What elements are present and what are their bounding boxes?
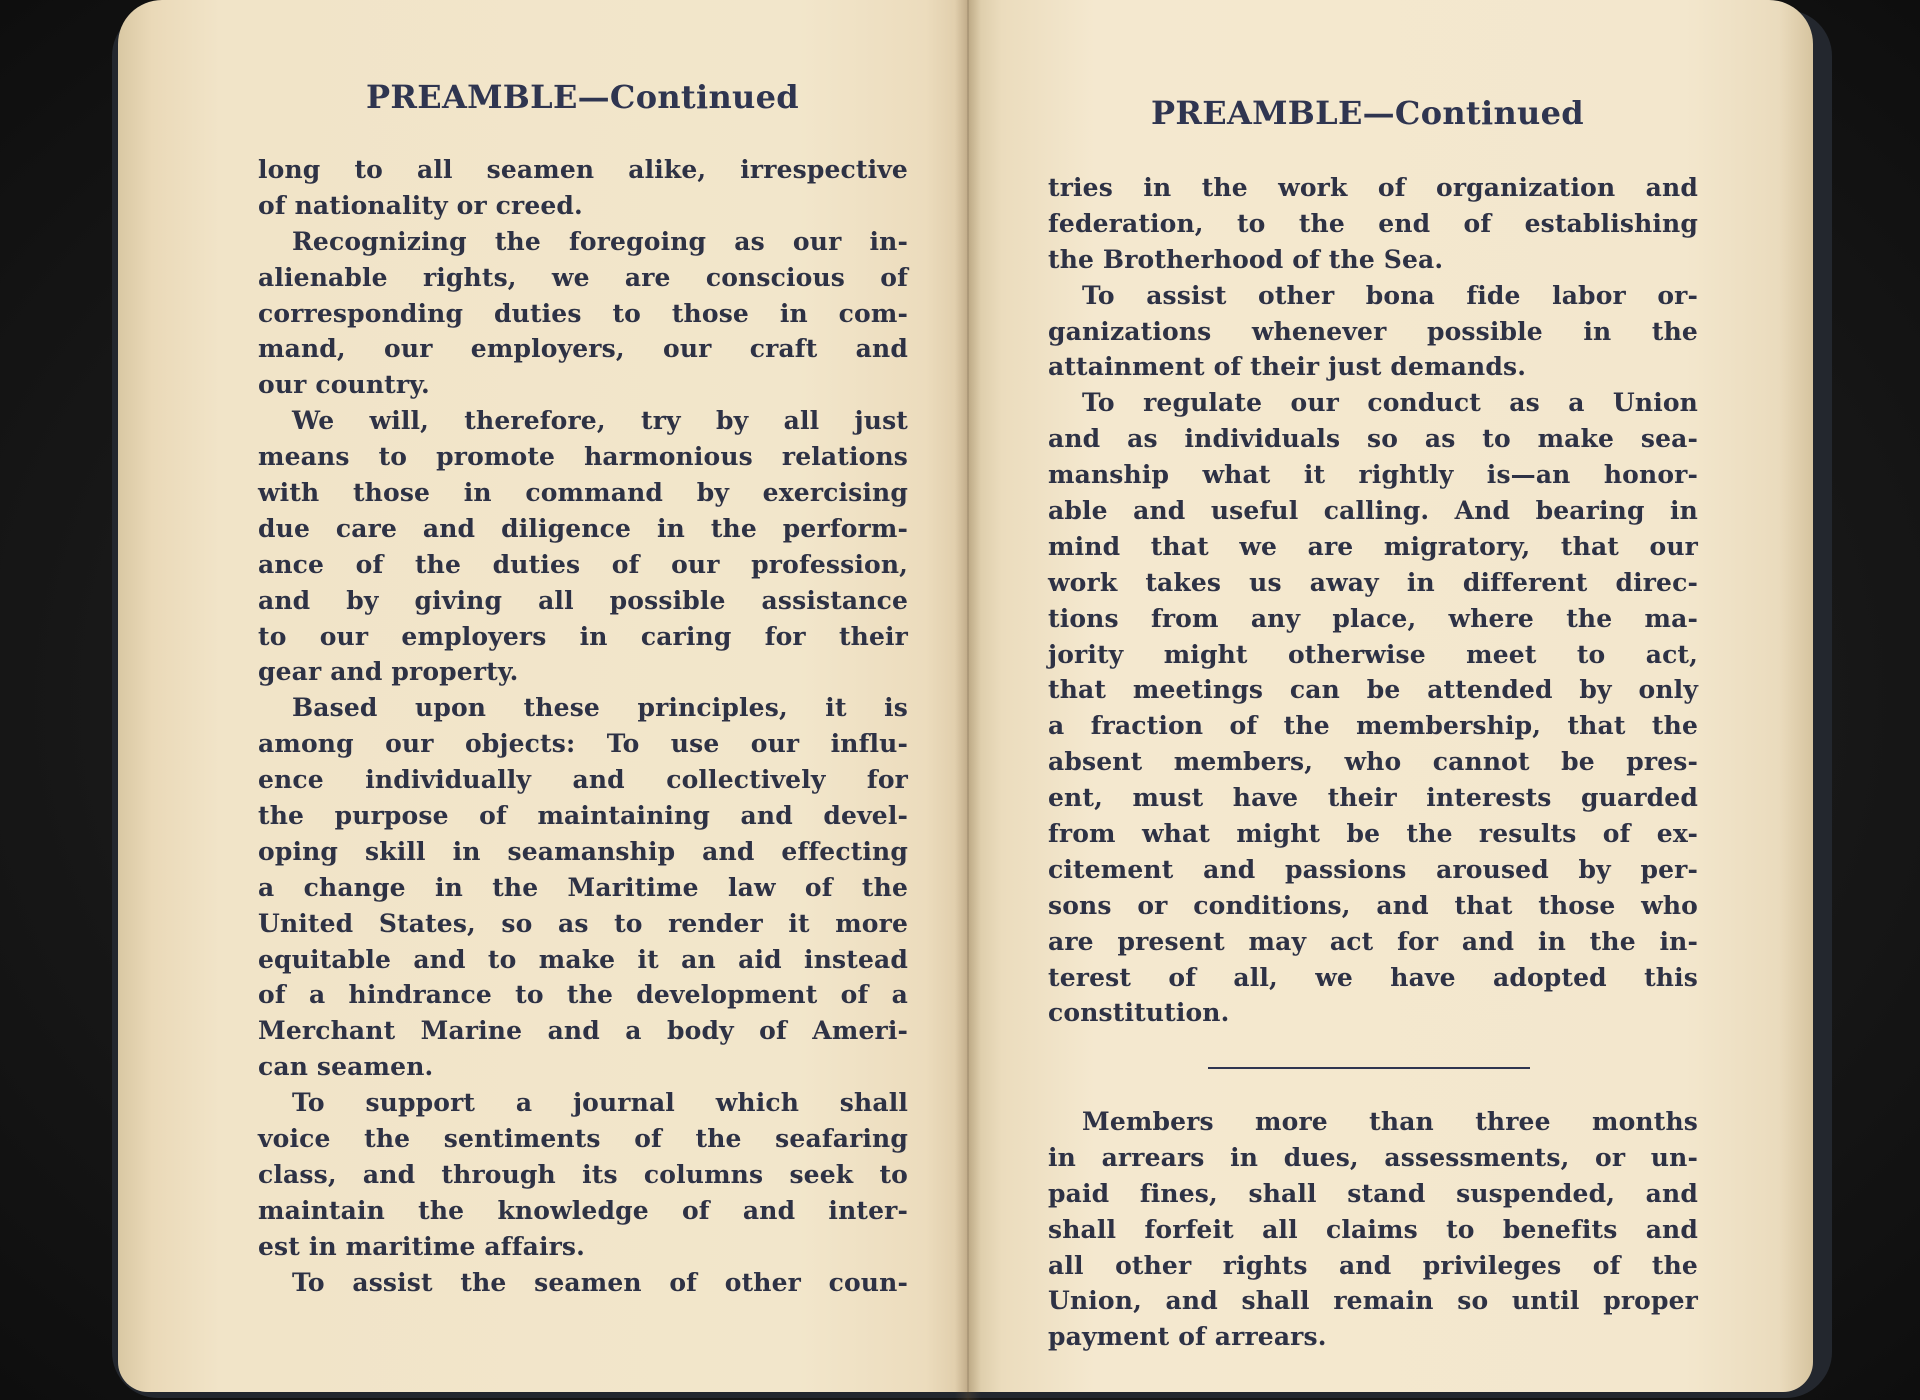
text-line: To assist the seamen of other coun- (292, 1267, 908, 1297)
text-line: among our objects: To use our influ- (258, 729, 908, 759)
text-line: citement and passions aroused by per- (1048, 854, 1698, 884)
text-line: corresponding duties to those in com- (258, 298, 908, 328)
text-line: Based upon these principles, it is (292, 693, 908, 723)
text-line: work takes us away in different direc- (1048, 567, 1698, 597)
text-line: Merchant Marine and a body of Ameri- (258, 1016, 908, 1046)
text-line: that meetings can be attended by only (1048, 675, 1698, 705)
text-line: ganizations whenever possible in the (1048, 316, 1698, 346)
text-line: equitable and to make it an aid instead (258, 944, 908, 974)
text-line: United States, so as to render it more (258, 908, 908, 938)
text-line: oping skill in seamanship and effecting (258, 836, 908, 866)
text-line: shall forfeit all claims to benefits and (1048, 1214, 1698, 1244)
text-line: in arrears in dues, assessments, or un- (1048, 1142, 1698, 1172)
text-line: and as individuals so as to make sea- (1048, 424, 1698, 454)
left-page-title: PREAMBLE—Continued (366, 78, 799, 116)
arrears-notice (1048, 1104, 1698, 1355)
text-line: and by giving all possible assistance (258, 585, 908, 615)
text-line: means to promote harmonious relations (258, 442, 908, 472)
text-line: ance of the duties of our profession, (258, 549, 908, 579)
text-line: all other rights and privileges of the (1048, 1250, 1698, 1280)
right-page-text (1048, 170, 1698, 1031)
text-line: of nationality or creed. (258, 190, 583, 220)
book-gutter (955, 0, 981, 1400)
text-line: To regulate our conduct as a Union (1082, 388, 1698, 418)
text-line: To assist other bona fide labor or- (1082, 280, 1698, 310)
text-line: long to all seamen alike, irrespective (258, 155, 908, 184)
text-line: are present may act for and in the in- (1048, 926, 1698, 956)
section-divider (1208, 1067, 1530, 1069)
text-line: Union, and shall remain so until proper (1048, 1286, 1698, 1316)
right-page (968, 0, 1813, 1392)
text-line: a fraction of the membership, that the (1048, 711, 1698, 741)
text-line: Recognizing the foregoing as our in- (292, 226, 908, 256)
text-line: ent, must have their interests guarded (1048, 783, 1698, 813)
text-line: able and useful calling. And bearing in (1048, 496, 1698, 526)
text-line: federation, to the end of establishing (1048, 208, 1698, 238)
text-line: terest of all, we have adopted this (1048, 962, 1698, 992)
text-line: tions from any place, where the ma- (1048, 603, 1698, 633)
right-page-title: PREAMBLE—Continued (1151, 94, 1584, 132)
text-line: jority might otherwise meet to act, (1048, 639, 1698, 669)
text-line: mind that we are migratory, that our (1048, 531, 1698, 561)
text-line: To support a journal which shall (292, 1088, 908, 1118)
text-line: can seamen. (258, 1052, 434, 1082)
text-line: absent members, who cannot be pres- (1048, 747, 1698, 777)
text-line: mand, our employers, our craft and (258, 334, 908, 364)
text-line: the Brotherhood of the Sea. (1048, 244, 1444, 274)
text-line: tries in the work of organization and (1048, 173, 1698, 202)
text-line: paid fines, shall stand suspended, and (1048, 1178, 1698, 1208)
text-line: sons or conditions, and that those who (1048, 890, 1698, 920)
text-line: ence individually and collectively for (258, 765, 908, 795)
text-line: est in maritime affairs. (258, 1231, 585, 1261)
text-line: the purpose of maintaining and devel- (258, 801, 908, 831)
text-line: manship what it rightly is—an honor- (1048, 460, 1698, 490)
text-line: alienable rights, we are conscious of (258, 262, 908, 292)
text-line: maintain the knowledge of and inter- (258, 1195, 908, 1225)
text-line: with those in command by exercising (258, 478, 908, 508)
text-line: We will, therefore, try by all just (292, 406, 908, 436)
left-page-text (258, 152, 908, 1301)
text-line: of a hindrance to the development of a (258, 980, 908, 1010)
text-line: class, and through its columns seek to (258, 1159, 908, 1189)
text-line: from what might be the results of ex- (1048, 819, 1698, 849)
text-line: to our employers in caring for their (258, 621, 908, 651)
text-line: voice the sentiments of the seafaring (258, 1124, 908, 1154)
text-line: gear and property. (258, 657, 519, 687)
left-page (118, 0, 968, 1392)
text-line: attainment of their just demands. (1048, 352, 1527, 382)
text-line: a change in the Maritime law of the (258, 872, 908, 902)
text-line: due care and diligence in the perform- (258, 513, 908, 543)
text-line: Members more than three months (1082, 1107, 1698, 1136)
text-line: payment of arrears. (1048, 1322, 1327, 1352)
text-line: constitution. (1048, 998, 1230, 1028)
text-line: our country. (258, 370, 430, 400)
